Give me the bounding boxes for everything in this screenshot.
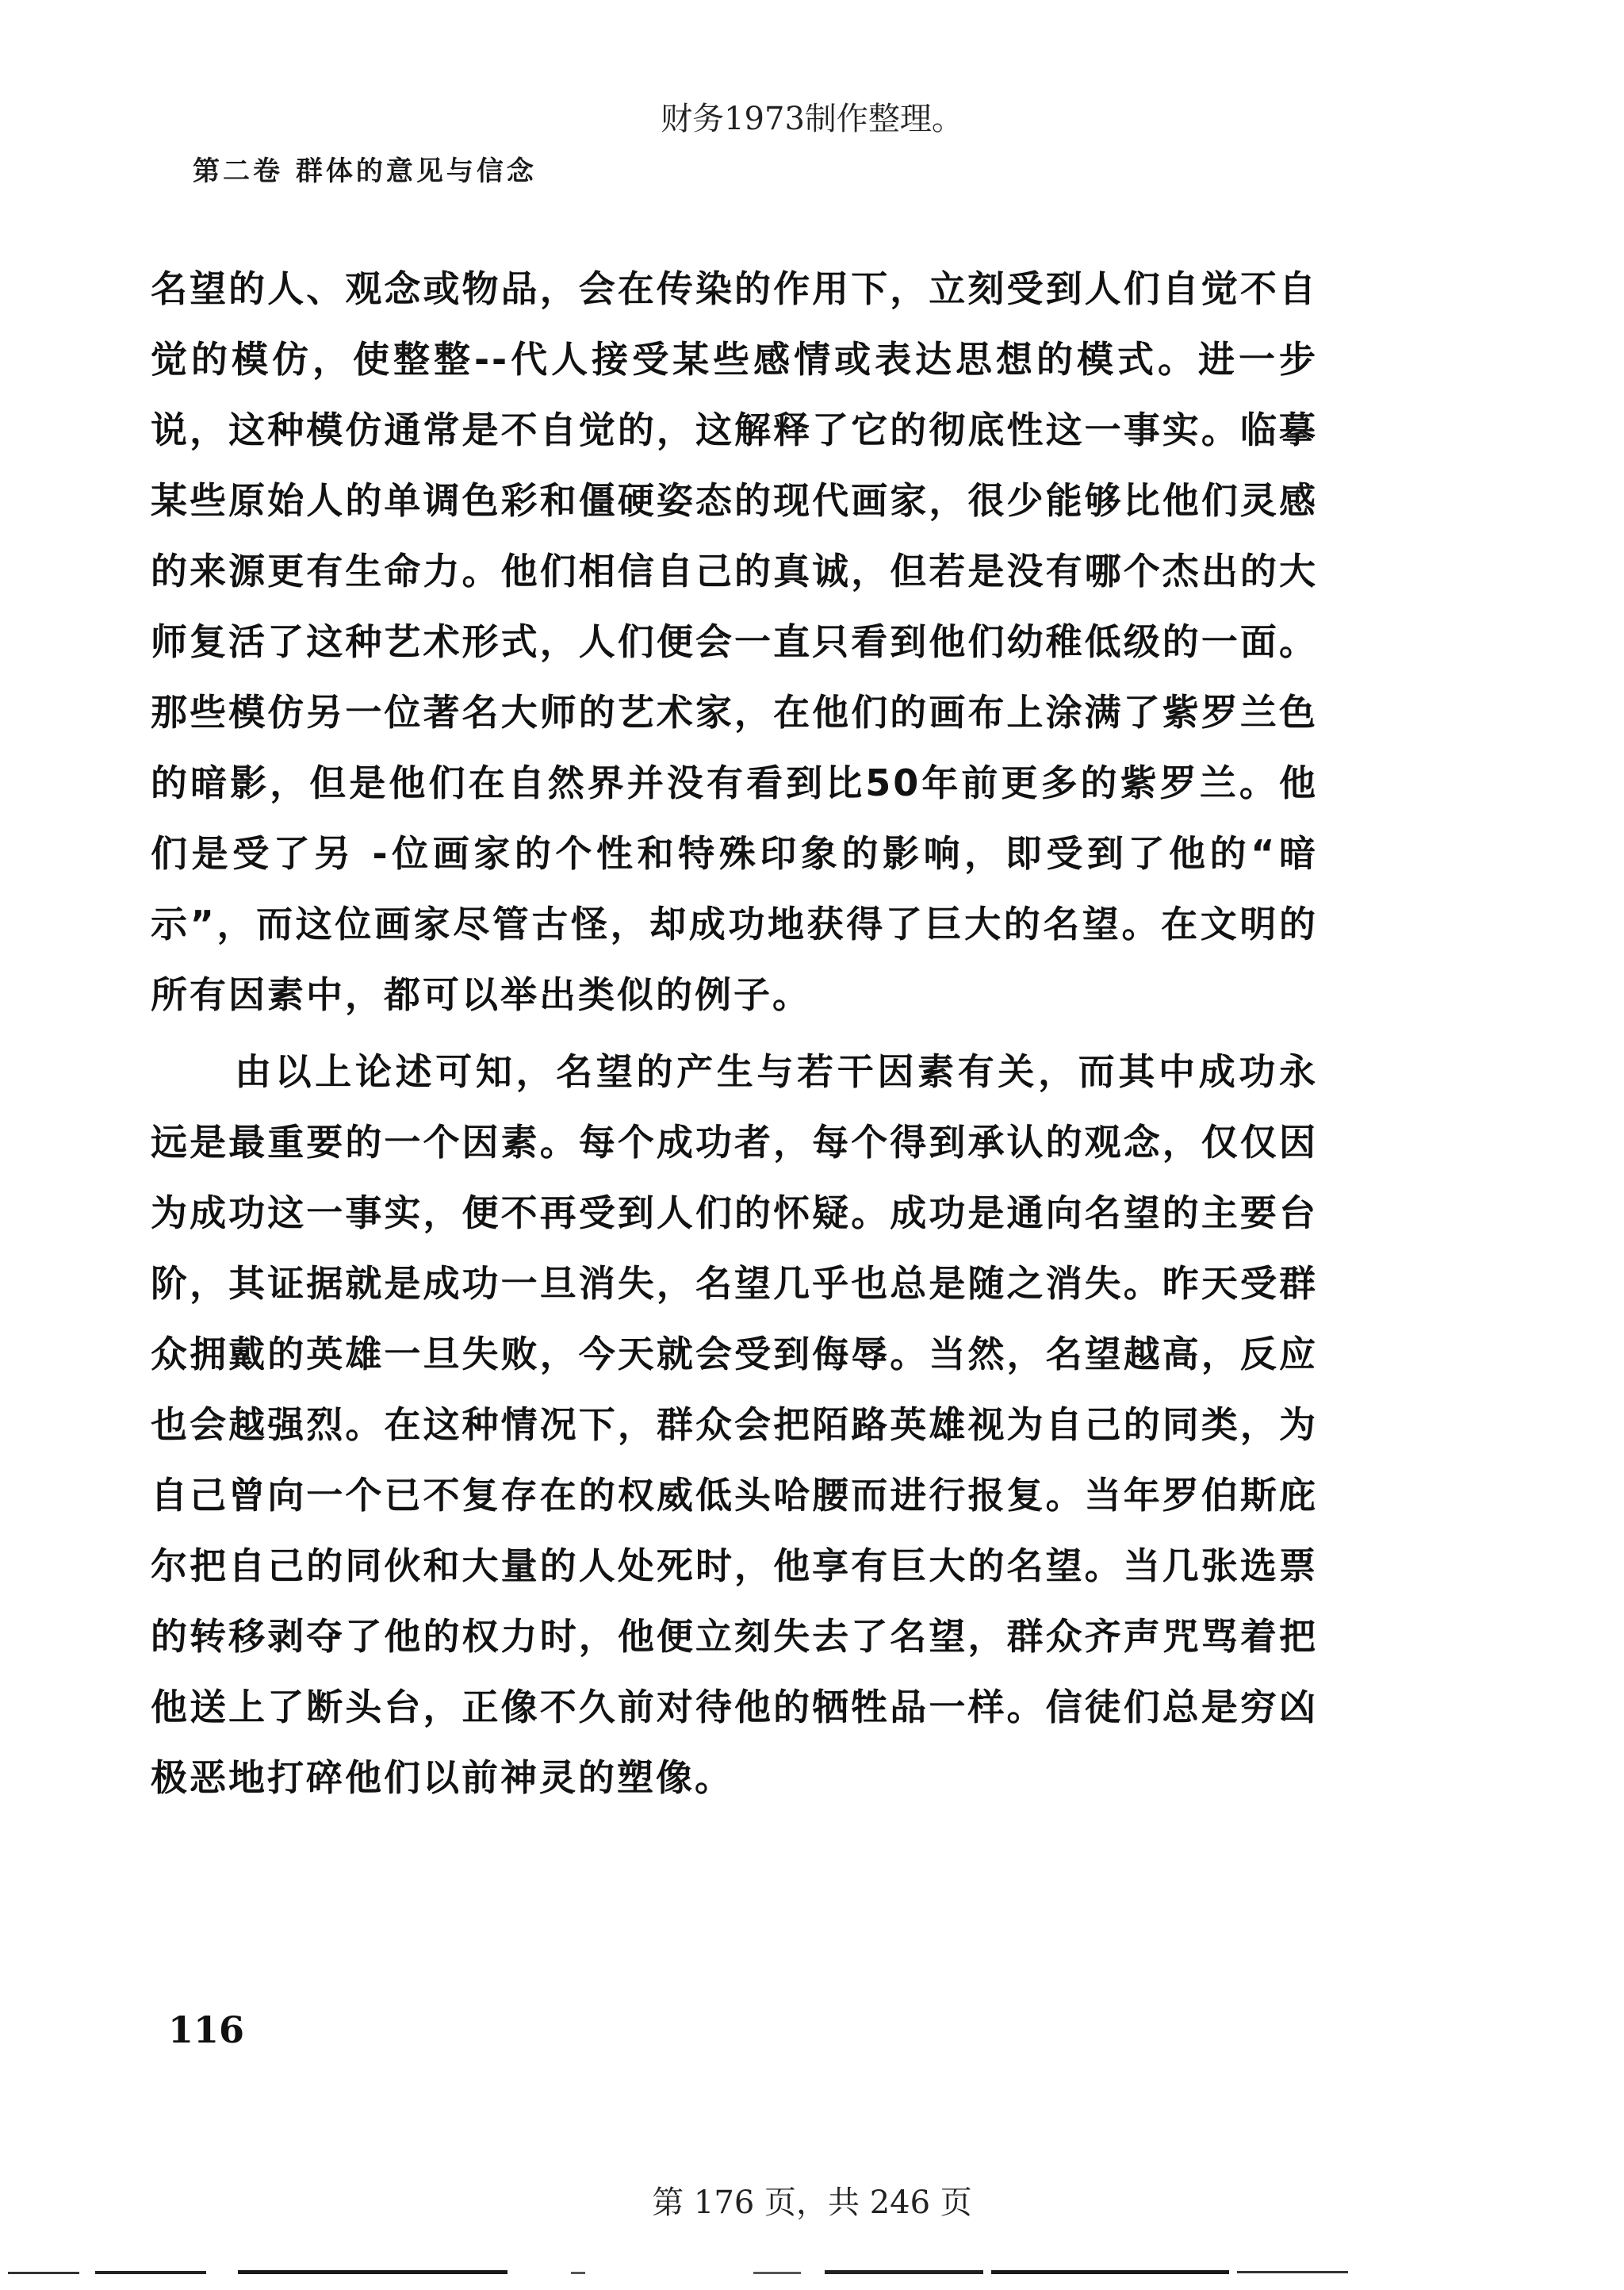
paragraph: 名望的人、观念或物品，会在传染的作用下，立刻受到人们自觉不自觉的模仿，使整整--代人接受某些感情或表达思想的模式。进一步说，这种模仿通常是不自觉的，这解释了它的彻底性这一事实。临摹某些原始人的单调色彩和僵硬姿态的现代画家，很少能够比他们灵感的来源更有生命力。他们相信自己的真诚，但若是没有哪个杰出的大师复活了这种艺术形式，人们便会一直只看到他们幼稚低级的一面。那些模仿另一位著名大师的艺术家，在他们的画布上涂满了紫罗兰色的暗影，但是他们在自然界并没有看到比50年前更多的紫罗兰。他们是受了另 -位画家的个性和特殊印象的影响，即受到了他的“暗示”，而这位画家尽管古怪，却成功地获得了巨大的名望。在文明的所有因素中，都可以举出类似的例子。 <box>151 267 1318 1016</box>
scan-mark <box>8 2272 79 2274</box>
scan-artifact-lines <box>0 2267 1624 2278</box>
scan-mark <box>95 2271 206 2274</box>
running-head: 第二卷 群体的意见与信念 <box>193 155 537 187</box>
paragraph: 由以上论述可知，名望的产生与若干因素有关，而其中成功永远是最重要的一个因素。每个成功者，每个得到承认的观念，仅仅因为成功这一事实，便不再受到人们的怀疑。成功是通向名望的主要台阶，其证据就是成功一旦消失，名望几乎也总是随之消失。昨天受群众拥戴的英雄一旦失败，今天就会受到侮辱。当然，名望越高，反应也会越强烈。在这种情况下，群众会把陌路英雄视为自己的同类，为自己曾向一个已不复存在的权威低头哈腰而进行报复。当年罗伯斯庇尔把自己的同伙和大量的人处死时，他享有巨大的名望。当几张选票的转移剥夺了他的权力时，他便立刻失去了名望，群众齐声咒骂着把他送上了断头台，正像不久前对待他的牺牲品一样。信徒们总是穷凶极恶地打碎他们以前神灵的塑像。 <box>151 1050 1318 1799</box>
pdf-page-footer: 第 176 页，共 246 页 <box>652 2185 972 2221</box>
scan-mark <box>991 2270 1229 2274</box>
watermark-text: 财务1973制作整理。 <box>661 101 963 137</box>
scan-mark <box>238 2270 508 2274</box>
scan-mark <box>825 2270 983 2274</box>
scan-mark <box>753 2272 801 2274</box>
body-text <box>151 254 1318 1813</box>
scan-mark <box>1237 2271 1348 2273</box>
page-number: 116 <box>168 2008 245 2051</box>
scan-mark <box>571 2272 585 2274</box>
